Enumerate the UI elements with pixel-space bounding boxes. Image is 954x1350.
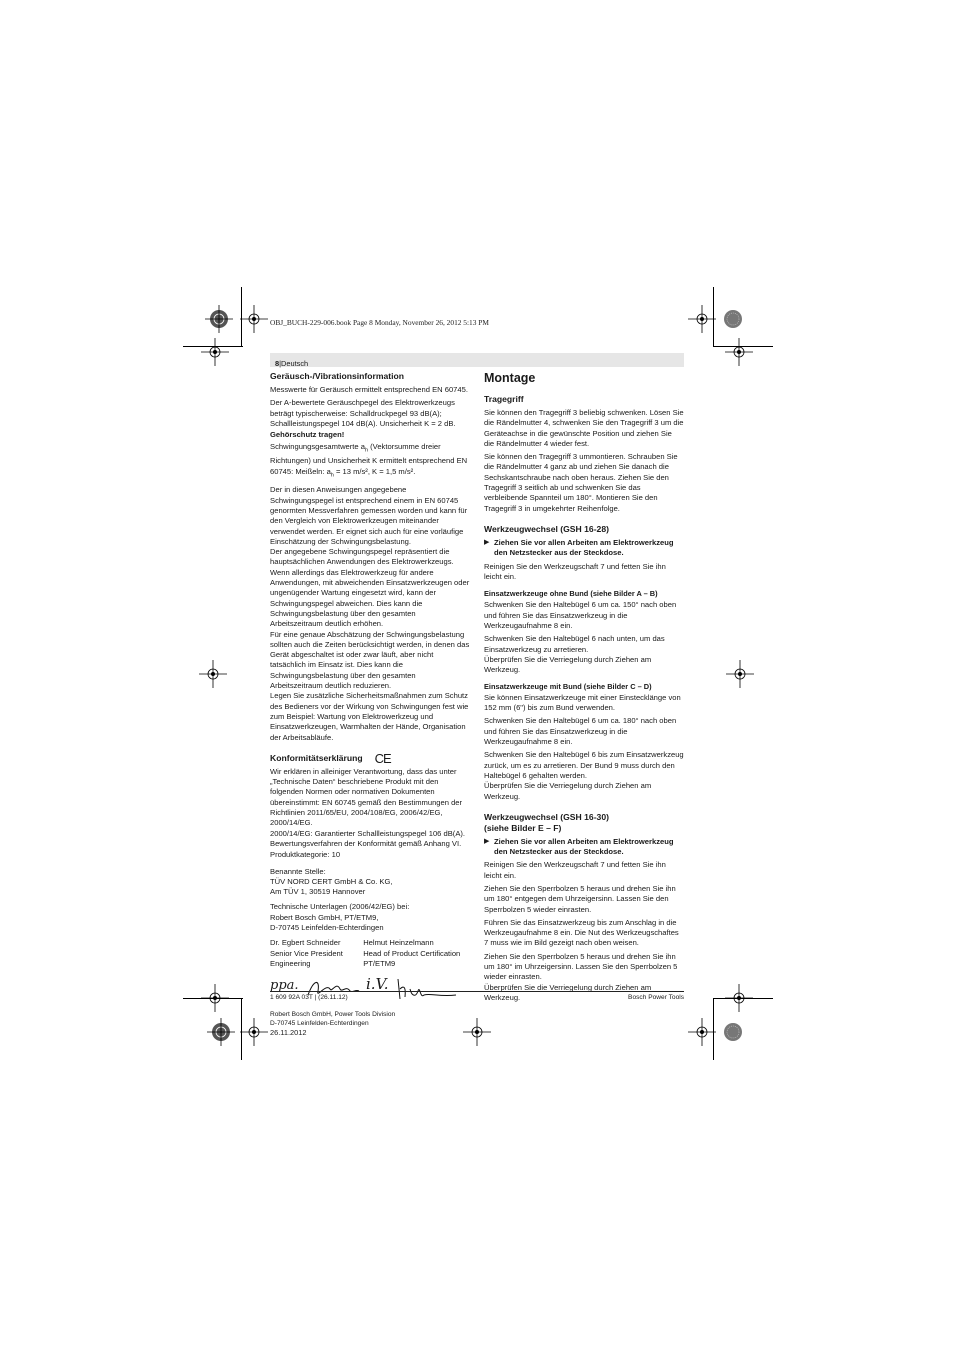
hearing-protection-note: Gehörschutz tragen!: [270, 430, 345, 440]
carry-handle-heading: Tragegriff: [484, 394, 524, 404]
technical-documents-line-1: Technische Unterlagen (2006/42/EG) bei:: [270, 902, 410, 912]
conformity-paragraph-3: Produktkategorie: 10: [270, 850, 341, 860]
tool-change-30-heading-line-2: (siehe Bilder E – F): [484, 822, 562, 833]
conformity-heading: Konformitätserklärung: [270, 752, 363, 763]
vibration-paragraph-1: Der in diesen Anweisungen angegebene Schwingungspegel ist entsprechend einem in EN 60745 genormten Messverfahren gemessen worden und kann für den Vergleich von Elektrowerkzeugen miteinander verwendet werden. Er eignet sich auch für eine vorläufige Einschätzung der Schwingungsbelastung.: [270, 485, 468, 546]
registration-mark-top-center-right: [688, 305, 716, 333]
warning-arrow-icon: ▶: [484, 538, 490, 546]
notified-body-line-1: Benannte Stelle:: [270, 866, 326, 876]
signature-left-prefix: ppa.: [270, 978, 299, 994]
left-column: [270, 371, 470, 1039]
subheading-without-collar: Einsatzwerkzeuge ohne Bund (siehe Bilder A – B): [484, 589, 658, 599]
signatory-left: [270, 938, 363, 969]
registration-mark-lower-right-side: [725, 984, 753, 1012]
technical-documents-line-3: D-70745 Leinfelden-Echterdingen: [270, 922, 384, 932]
registration-mark-top-left: [205, 305, 233, 333]
registration-mark-upper-right-side: [725, 338, 753, 366]
vibration-paragraph-3: Für eine genaue Abschätzung der Schwingungsbelastung sollten auch die Zeiten berücksichtigt werden, in denen das Gerät abgeschaltet ist oder zwar läuft, aber nicht tatsächlich im Einsatz ist. Dies kann die Schwingungsbelastung über den gesamten Arbeitszeitraum deutlich reduzieren.: [270, 629, 470, 691]
page-language: Deutsch: [281, 359, 309, 368]
conformity-paragraph-1: Wir erklären in alleiniger Verantwortung, dass das unter „Technische Daten“ beschriebene Produkt mit den folgenden Normen oder normativen Dokumenten übereinstimmt: EN 60745 gemäß den Bestimmungen der Richtlinien 2011/65/EU, 2004/108/EG, 2006/42/EG, 2000/14/EG.: [270, 766, 463, 828]
tool-change-30-paragraph-4: Ziehen Sie den Sperrbolzen 5 heraus und drehen Sie ihn um 180° im Uhrzeigersinn. Lassen Sie den Sperrbolzen 5 wieder einrasten.: [484, 951, 678, 982]
tool-change-30-paragraph-5: Überprüfen Sie die Verriegelung durch Ziehen am Werkzeug.: [484, 982, 652, 1002]
vibration-paragraph-2: Der angegebene Schwingungspegel repräsentiert die hauptsächlichen Anwendungen des Elektrowerkzeugs. Wenn allerdings das Elektrowerkzeug für andere Anwendungen, mit abweichenden Einsatzwerkzeugen oder ungenügender Wartung eingesetzt wird, kann der Schwingungspegel abweichen. Dies kann die Schwingungsbelastung über den gesamten Arbeitszeitraum deutlich erhöhen.: [270, 547, 470, 629]
section-title: Montage: [484, 371, 536, 385]
tool-change-30-heading-line-1: Werkzeugwechsel (GSH 16-30): [484, 811, 609, 822]
ce-mark-icon: CE: [374, 750, 391, 766]
with-collar-paragraph-1: Sie können Einsatzwerkzeuge mit einer Einstecklänge von 152 mm (6") bis zum Bund verwenden.: [484, 692, 681, 713]
signatory-left-name: Dr. Egbert Schneider: [270, 938, 341, 948]
company-address-line-1: Robert Bosch GmbH, Power Tools Division: [270, 1011, 396, 1019]
footer-brand: Bosch Power Tools: [628, 994, 684, 1001]
warning-1-text: Ziehen Sie vor allen Arbeiten am Elektrowerkzeug den Netzstecker aus der Steckdose.: [494, 537, 674, 558]
registration-mark-bottom-left: [207, 1018, 235, 1046]
footer-rule: [270, 991, 684, 992]
vibration-values: [270, 442, 470, 480]
signatory-left-title: Senior Vice President: [270, 948, 343, 958]
signature-right: [396, 975, 458, 1003]
signatory-right: [363, 938, 470, 969]
noise-paragraph-1: Messwerte für Geräusch ermittelt entsprechend EN 60745.: [270, 385, 468, 394]
registration-mark-top-right: [719, 305, 747, 333]
notified-body-line-2: TÜV NORD CERT GmbH & Co. KG,: [270, 876, 393, 886]
registration-mark-bottom-center-left: [240, 1018, 268, 1046]
signatory-names: [270, 938, 470, 969]
without-collar-paragraph-3: Überprüfen Sie die Verriegelung durch Ziehen am Werkzeug.: [484, 654, 652, 675]
conformity-heading-row: [270, 750, 470, 766]
page-header-separator: |: [279, 359, 282, 368]
registration-mark-lower-left-side: [201, 984, 229, 1012]
file-header: OBJ_BUCH-229-006.book Page 8 Monday, November 26, 2012 5:13 PM: [270, 318, 489, 327]
vibration-values-a: Schwingungsgesamtwerte a: [270, 442, 365, 452]
signatory-right-name: Helmut Heinzelmann: [363, 938, 434, 948]
without-collar-paragraph-2: Schwenken Sie den Haltebügel 6 nach unten, um das Einsatzwerkzeug zu arretieren.: [484, 634, 665, 654]
tool-change-30-paragraph-1: Reinigen Sie den Werkzeugschaft 7 und fetten Sie ihn leicht ein.: [484, 860, 666, 880]
page-header-bar: [270, 353, 684, 367]
noise-paragraph-2: Der A-bewertete Geräuschpegel des Elektrowerkzeugs beträgt typischerweise: Schalldruckpegel 93 dB(A); Schallleistungspegel 104 dB(A). Unsicherheit K = 2 dB.: [270, 398, 456, 428]
registration-mark-top-center-left: [240, 305, 268, 333]
tool-change-28-paragraph-1: Reinigen Sie den Werkzeugschaft 7 und fetten Sie ihn leicht ein.: [484, 561, 666, 581]
company-address-date: 26.11.2012: [270, 1027, 307, 1037]
vibration-values-c: = 13 m/s², K = 1,5 m/s².: [333, 466, 416, 476]
registration-mark-middle-left: [199, 660, 227, 688]
vibration-subscript-1: h: [364, 448, 369, 454]
vibration-paragraph-4: Legen Sie zusätzliche Sicherheitsmaßnahmen zum Schutz des Bedieners vor der Wirkung von Schwingungen fest wie zum Beispiel: Wartung von Elektrowerkzeug und Einsatzwerkzeugen, Warmhalten der Hände, Organisation der Arbeitsabläufe.: [270, 691, 469, 742]
tool-change-30-paragraph-2: Ziehen Sie den Sperrbolzen 5 heraus und drehen Sie ihn um 180° entgegen dem Uhrzeigersinn. Lassen Sie den Sperrbolzen 5 wieder einrasten.: [484, 883, 676, 914]
vibration-values-b: (Vektorsumme dreier Richtungen) und Unsicherheit K ermittelt entsprechend EN 60745: Meißeln: a: [270, 442, 468, 476]
warning-1: [484, 538, 684, 559]
conformity-paragraph-2: 2000/14/EG: Garantierter Schallleistungspegel 106 dB(A). Bewertungsverfahren der Konformität gemäß Anhang VI.: [270, 828, 466, 848]
registration-mark-middle-right: [726, 660, 754, 688]
subheading-with-collar: Einsatzwerkzeuge mit Bund (siehe Bilder C – D): [484, 681, 652, 691]
signatory-right-title: Head of Product Certification: [363, 948, 461, 958]
with-collar-paragraph-4: Überprüfen Sie die Verriegelung durch Ziehen am Werkzeug.: [484, 781, 652, 801]
noise-heading: Geräusch-/Vibrationsinformation: [270, 371, 405, 381]
footer-doc-number: 1 609 92A 03T | (26.11.12): [270, 994, 348, 1001]
warning-arrow-icon: ▶: [484, 837, 490, 845]
warning-2: [484, 837, 684, 858]
registration-mark-upper-left-side: [201, 338, 229, 366]
carry-handle-paragraph-2: Sie können den Tragegriff 3 ummontieren. Schrauben Sie die Rändelmutter 4 ganz ab und ziehen Sie danach die Sechskantschraube nach oben heraus. Ziehen Sie den Tragegriff 3 seitlich ab und schwenken Sie das verbleibende Spannteil um 180°. Montieren Sie den Tragegriff 3 in umgekehrter Reihenfolge.: [484, 452, 678, 513]
company-address: [270, 1011, 470, 1038]
right-column: [484, 371, 684, 1006]
with-collar-paragraph-3: Schwenken Sie den Haltebügel 6 bis zum Einsatzwerkzeug zurück, um es zu arretieren. Der Bund 9 muss durch den Haltebügel 6 gehalten werden.: [484, 750, 684, 780]
technical-documents-line-2: Robert Bosch GmbH, PT/ETM9,: [270, 912, 379, 922]
signature-right-prefix: i.V.: [366, 975, 389, 994]
warning-2-text: Ziehen Sie vor allen Arbeiten am Elektrowerkzeug den Netzstecker aus der Steckdose.: [494, 836, 674, 857]
notified-body: [270, 867, 470, 898]
carry-handle-paragraph-1: Sie können den Tragegriff 3 beliebig schwenken. Lösen Sie die Rändelmutter 4, schwenken Sie den Tragegriff 3 um die Geräteachse in die gewünschte Position und ziehen Sie die Rändelmutter 4 wieder fest.: [484, 408, 684, 448]
registration-mark-bottom-right: [719, 1018, 747, 1046]
tool-change-30-paragraph-3: Führen Sie das Einsatzwerkzeug bis zum Anschlag in die Werkzeugaufnahme 8 ein. Die Nut des Werkzeugschaftes 7 muss wie im Bild gezeigt nach oben weisen.: [484, 917, 679, 948]
tool-change-28-heading: Werkzeugwechsel (GSH 16-28): [484, 523, 609, 534]
without-collar-paragraph-1: Schwenken Sie den Haltebügel 6 um ca. 150° nach oben und führen Sie das Einsatzwerkzeug in die Werkzeugaufnahme 8 ein.: [484, 600, 677, 631]
technical-documents: [270, 902, 470, 933]
with-collar-paragraph-2: Schwenken Sie den Haltebügel 6 um ca. 180° nach oben und führen Sie das Einsatzwerkzeug in die Werkzeugaufnahme 8 ein.: [484, 716, 677, 747]
signatory-left-dept: Engineering: [270, 958, 311, 968]
tool-change-30-heading: [484, 812, 684, 834]
page-number: 8: [275, 359, 280, 368]
page-header: [270, 357, 308, 371]
vibration-subscript-2: h: [330, 472, 334, 479]
signatory-right-dept: PT/ETM9: [363, 958, 396, 968]
registration-mark-bottom-center-right: [688, 1018, 716, 1046]
notified-body-line-3: Am TÜV 1, 30519 Hannover: [270, 887, 366, 897]
company-address-line-2: D-70745 Leinfelden-Echterdingen: [270, 1019, 369, 1027]
